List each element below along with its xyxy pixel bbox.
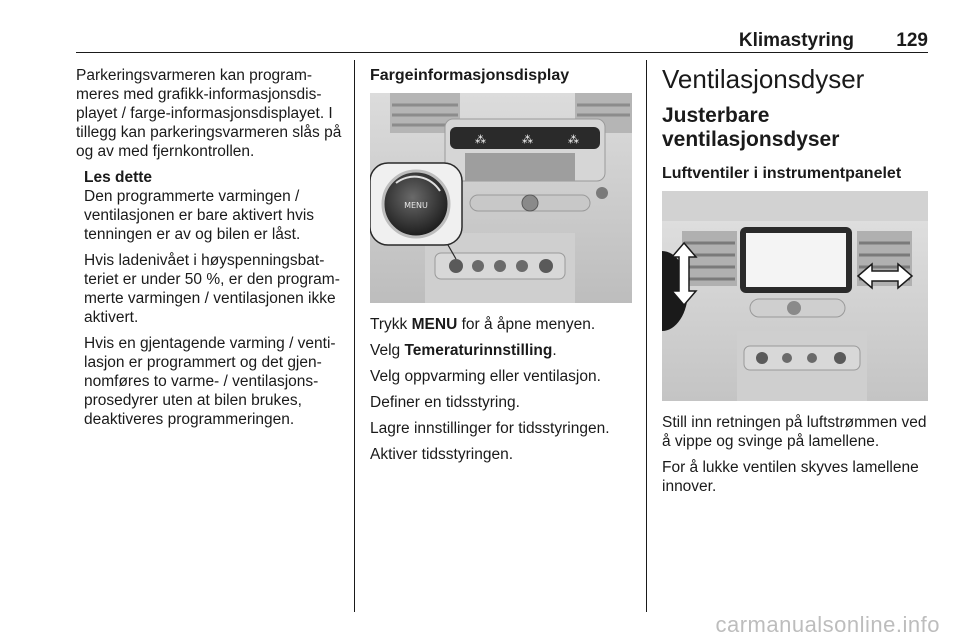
header-rule bbox=[76, 52, 928, 53]
column-3 bbox=[662, 66, 928, 503]
column-divider-2 bbox=[646, 60, 647, 612]
vent-close-paragraph: For å lukke ventilen skyves lamellene innover. bbox=[662, 459, 919, 495]
dashboard-vents-illustration bbox=[662, 191, 928, 401]
column-2 bbox=[370, 66, 632, 471]
chapter-title: Ventilasjonsdyser bbox=[662, 64, 865, 94]
climate-panel-illustration bbox=[370, 93, 632, 303]
step-1: Trykk MENU for å åpne menyen. bbox=[370, 316, 596, 333]
note-block bbox=[76, 168, 344, 429]
climate-panel-figure bbox=[370, 93, 632, 303]
svg-text:⁂: ⁂ bbox=[568, 133, 579, 146]
svg-text:⁂: ⁂ bbox=[522, 133, 533, 146]
step-5: Lagre innstillinger for tidsstyringen. bbox=[370, 420, 610, 437]
svg-text:⁂: ⁂ bbox=[475, 133, 486, 146]
watermark: carmanualsonline.info bbox=[715, 612, 940, 637]
dashboard-vents-figure bbox=[662, 191, 928, 401]
step-6: Aktiver tidsstyringen. bbox=[370, 446, 513, 463]
subsection-title: Justerbare ventilasjonsdyser bbox=[662, 104, 840, 151]
note-paragraph-3: Hvis en gjentagende varming / ventilasjon er programmert og det gjennomføres to varme- / ventilasjonsprosedyrer uten at bilen brukes, deaktiveres programmeringen. bbox=[84, 335, 336, 428]
menu-knob-label: MENU bbox=[404, 201, 428, 210]
step-3: Velg oppvarming eller ventilasjon. bbox=[370, 368, 601, 385]
section-title: Klimastyring bbox=[738, 30, 854, 51]
note-title: Les dette bbox=[84, 169, 153, 186]
intro-paragraph: Parkeringsvarmeren kan programmeres med grafikk-informasjonsdisplayet / farge-informasjonsdisplayet. I tillegg kan parkeringsvarmeren slås på og av med fjernkontrollen. bbox=[76, 67, 342, 160]
color-display-heading: Fargeinformasjonsdisplay bbox=[370, 67, 570, 84]
note-paragraph-2: Hvis ladenivået i høyspenningsbatteriet er under 50 %, er den programmerte varmingen / ventilasjonen ikke aktivert. bbox=[84, 252, 340, 326]
dashboard-vents-heading: Luftventiler i instrumentpanelet bbox=[662, 165, 902, 182]
column-1 bbox=[76, 66, 344, 436]
step-2: Velg Temeraturinnstilling. bbox=[370, 342, 557, 359]
note-paragraph-1: Den programmerte varmingen / ventilasjonen er bare aktivert hvis tenningen er av og bilen er låst. bbox=[84, 188, 315, 243]
column-divider-1 bbox=[354, 60, 355, 612]
step-4: Definer en tidsstyring. bbox=[370, 394, 520, 411]
menu-keyword: MENU bbox=[411, 316, 458, 333]
temperature-setting-keyword: Temeraturinnstilling bbox=[404, 342, 553, 359]
page-number: 129 bbox=[896, 30, 928, 51]
vent-direction-paragraph: Still inn retningen på luftstrømmen ved å vippe og svinge på lamellene. bbox=[662, 414, 927, 450]
page-header bbox=[76, 30, 928, 54]
